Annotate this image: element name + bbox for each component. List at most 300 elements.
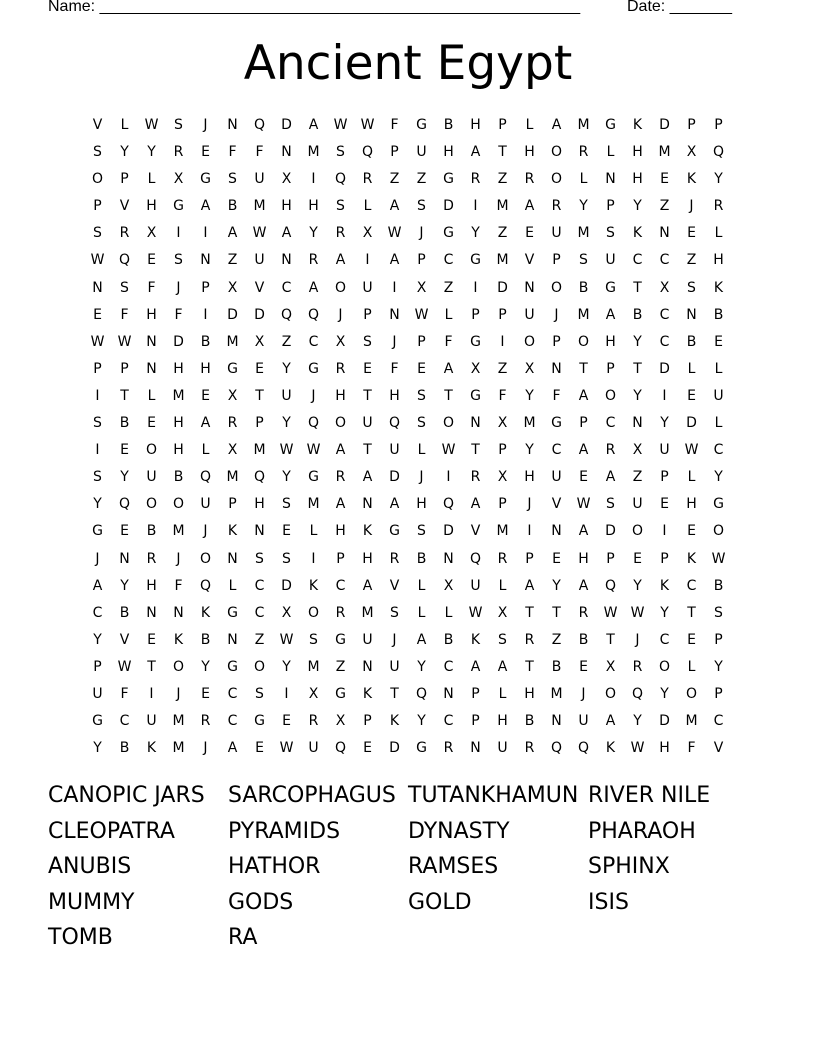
grid-cell[interactable]: U — [281, 387, 292, 404]
grid-cell[interactable]: Y — [147, 144, 156, 161]
grid-cell[interactable]: C — [281, 279, 292, 296]
grid-cell[interactable]: R — [713, 198, 724, 215]
grid-cell[interactable]: I — [203, 306, 208, 323]
grid-cell[interactable]: Q — [253, 469, 266, 486]
grid-cell[interactable]: J — [527, 496, 532, 513]
grid-cell[interactable]: Y — [120, 469, 129, 486]
grid-cell[interactable]: Z — [443, 279, 454, 296]
grid-cell[interactable]: A — [308, 279, 319, 296]
grid-cell[interactable]: H — [146, 306, 157, 323]
grid-cell[interactable]: N — [659, 225, 670, 242]
grid-cell[interactable]: U — [497, 740, 508, 757]
grid-cell[interactable]: S — [309, 631, 318, 648]
grid-cell[interactable]: Y — [579, 198, 588, 215]
grid-cell[interactable]: M — [550, 685, 563, 702]
grid-cell[interactable]: U — [200, 496, 211, 513]
grid-cell[interactable]: Y — [282, 360, 291, 377]
grid-cell[interactable]: G — [227, 360, 238, 377]
grid-cell[interactable]: Y — [417, 658, 426, 675]
grid-cell[interactable]: O — [334, 279, 347, 296]
grid-cell[interactable]: P — [471, 713, 480, 730]
grid-cell[interactable]: D — [659, 117, 670, 133]
grid-cell[interactable]: N — [443, 685, 454, 702]
grid-cell[interactable]: H — [497, 713, 508, 730]
grid-cell[interactable]: N — [551, 523, 562, 540]
grid-cell[interactable]: Y — [93, 631, 102, 648]
grid-cell[interactable]: K — [146, 740, 157, 757]
grid-cell[interactable]: K — [173, 631, 184, 648]
grid-cell[interactable]: G — [92, 523, 103, 540]
grid-cell[interactable]: E — [93, 306, 102, 323]
grid-cell[interactable]: Y — [525, 442, 534, 459]
grid-cell[interactable]: R — [524, 631, 535, 648]
grid-cell[interactable]: K — [470, 631, 481, 648]
grid-cell[interactable]: L — [687, 360, 696, 377]
grid-cell[interactable]: X — [308, 685, 319, 702]
grid-cell[interactable]: F — [147, 279, 156, 296]
grid-cell[interactable]: L — [498, 577, 507, 594]
grid-cell[interactable]: L — [363, 198, 372, 215]
grid-cell[interactable]: K — [713, 279, 724, 296]
grid-cell[interactable]: H — [335, 523, 346, 540]
grid-cell[interactable]: Q — [199, 469, 212, 486]
grid-cell[interactable]: M — [226, 333, 239, 350]
grid-cell[interactable]: J — [203, 740, 208, 757]
grid-cell[interactable]: P — [579, 415, 588, 432]
grid-cell[interactable]: A — [335, 496, 346, 513]
name-field[interactable]: Name: ______________________________________________________ — [48, 0, 581, 15]
grid-cell[interactable]: O — [253, 658, 266, 675]
grid-cell[interactable]: P — [201, 279, 210, 296]
grid-cell[interactable]: B — [119, 604, 130, 621]
grid-cell[interactable]: M — [307, 496, 320, 513]
grid-cell[interactable]: J — [419, 225, 424, 242]
grid-cell[interactable]: D — [227, 306, 238, 323]
grid-cell[interactable]: Z — [416, 171, 427, 188]
grid-cell[interactable]: G — [443, 171, 454, 188]
grid-cell[interactable]: S — [255, 550, 264, 567]
grid-cell[interactable]: Y — [660, 415, 669, 432]
grid-cell[interactable]: K — [605, 740, 616, 757]
grid-cell[interactable]: P — [498, 117, 507, 133]
grid-cell[interactable]: T — [363, 387, 372, 404]
grid-cell[interactable]: R — [443, 740, 454, 757]
grid-cell[interactable]: X — [659, 279, 670, 296]
grid-cell[interactable]: U — [659, 442, 670, 459]
grid-cell[interactable]: T — [147, 658, 156, 675]
grid-cell[interactable]: G — [227, 658, 238, 675]
grid-cell[interactable]: G — [605, 279, 616, 296]
grid-cell[interactable]: S — [606, 496, 615, 513]
grid-cell[interactable]: I — [446, 469, 451, 486]
grid-cell[interactable]: Z — [686, 252, 697, 269]
grid-cell[interactable]: A — [551, 117, 562, 133]
grid-cell[interactable]: S — [282, 550, 291, 567]
grid-cell[interactable]: V — [119, 631, 130, 648]
grid-cell[interactable]: Y — [633, 333, 642, 350]
grid-cell[interactable]: K — [362, 685, 373, 702]
grid-cell[interactable]: U — [416, 144, 427, 161]
grid-cell[interactable]: A — [605, 713, 616, 730]
grid-cell[interactable]: P — [660, 469, 669, 486]
grid-cell[interactable]: G — [200, 171, 211, 188]
grid-cell[interactable]: M — [496, 252, 509, 269]
grid-cell[interactable]: C — [659, 252, 670, 269]
grid-cell[interactable]: A — [605, 469, 616, 486]
grid-cell[interactable]: P — [471, 306, 480, 323]
grid-cell[interactable]: W — [387, 225, 402, 242]
grid-cell[interactable]: H — [281, 198, 292, 215]
grid-cell[interactable]: H — [308, 198, 319, 215]
grid-cell[interactable]: T — [498, 144, 507, 161]
grid-cell[interactable]: S — [282, 496, 291, 513]
grid-cell[interactable]: S — [417, 387, 426, 404]
grid-cell[interactable]: L — [309, 523, 318, 540]
grid-cell[interactable]: H — [524, 469, 535, 486]
grid-cell[interactable]: Y — [282, 658, 291, 675]
grid-cell[interactable]: T — [633, 360, 642, 377]
grid-cell[interactable]: H — [524, 144, 535, 161]
grid-cell[interactable]: T — [633, 279, 642, 296]
grid-cell[interactable]: B — [146, 523, 157, 540]
grid-cell[interactable]: B — [551, 658, 562, 675]
grid-cell[interactable]: X — [686, 144, 697, 161]
grid-cell[interactable]: K — [308, 577, 319, 594]
grid-cell[interactable]: H — [254, 496, 265, 513]
grid-cell[interactable]: O — [172, 658, 185, 675]
grid-cell[interactable]: H — [713, 252, 724, 269]
grid-cell[interactable]: S — [93, 469, 102, 486]
grid-cell[interactable]: H — [173, 442, 184, 459]
grid-cell[interactable]: C — [551, 442, 562, 459]
grid-cell[interactable]: W — [576, 496, 591, 513]
grid-cell[interactable]: Q — [334, 171, 347, 188]
grid-cell[interactable]: A — [578, 442, 589, 459]
grid-cell[interactable]: B — [200, 333, 211, 350]
grid-cell[interactable]: Y — [282, 415, 291, 432]
grid-cell[interactable]: S — [390, 604, 399, 621]
grid-cell[interactable]: C — [659, 631, 670, 648]
grid-cell[interactable]: D — [443, 198, 454, 215]
grid-cell[interactable]: P — [498, 306, 507, 323]
grid-cell[interactable]: G — [470, 252, 481, 269]
grid-cell[interactable]: Z — [632, 469, 643, 486]
grid-cell[interactable]: T — [255, 387, 264, 404]
grid-cell[interactable]: Y — [660, 604, 669, 621]
grid-cell[interactable]: B — [119, 740, 130, 757]
grid-cell[interactable]: D — [281, 577, 292, 594]
grid-cell[interactable]: L — [417, 604, 426, 621]
grid-cell[interactable]: R — [308, 713, 319, 730]
grid-cell[interactable]: R — [389, 550, 400, 567]
grid-cell[interactable]: I — [176, 225, 181, 242]
grid-cell[interactable]: J — [392, 333, 397, 350]
grid-cell[interactable]: S — [336, 144, 345, 161]
grid-cell[interactable]: E — [201, 144, 210, 161]
grid-cell[interactable]: N — [227, 117, 238, 133]
grid-cell[interactable]: F — [390, 360, 399, 377]
grid-cell[interactable]: Y — [471, 225, 480, 242]
grid-cell[interactable]: F — [120, 306, 129, 323]
grid-cell[interactable]: R — [335, 604, 346, 621]
grid-cell[interactable]: Y — [93, 740, 102, 757]
grid-cell[interactable]: X — [632, 442, 643, 459]
grid-cell[interactable]: I — [284, 685, 289, 702]
grid-cell[interactable]: X — [254, 333, 265, 350]
grid-cell[interactable]: R — [578, 604, 589, 621]
grid-cell[interactable]: Q — [280, 306, 293, 323]
grid-cell[interactable]: L — [525, 117, 534, 133]
grid-cell[interactable]: E — [687, 387, 696, 404]
grid-cell[interactable]: P — [606, 198, 615, 215]
grid-cell[interactable]: E — [579, 658, 588, 675]
grid-cell[interactable]: L — [228, 577, 237, 594]
grid-cell[interactable]: Q — [334, 740, 347, 757]
grid-cell[interactable]: P — [498, 442, 507, 459]
grid-cell[interactable]: G — [416, 117, 427, 133]
grid-cell[interactable]: B — [524, 713, 535, 730]
grid-cell[interactable]: S — [228, 171, 237, 188]
grid-cell[interactable]: I — [95, 387, 100, 404]
grid-cell[interactable]: S — [687, 279, 696, 296]
grid-cell[interactable]: U — [362, 415, 373, 432]
grid-cell[interactable]: J — [392, 631, 397, 648]
grid-cell[interactable]: N — [227, 550, 238, 567]
grid-cell[interactable]: L — [714, 360, 723, 377]
grid-cell[interactable]: E — [363, 360, 372, 377]
grid-cell[interactable]: Q — [199, 577, 212, 594]
grid-cell[interactable]: L — [444, 604, 453, 621]
grid-cell[interactable]: R — [470, 171, 481, 188]
grid-cell[interactable]: Q — [388, 415, 401, 432]
grid-cell[interactable]: A — [497, 658, 508, 675]
grid-cell[interactable]: W — [117, 658, 132, 675]
grid-cell[interactable]: A — [524, 198, 535, 215]
grid-cell[interactable]: H — [173, 415, 184, 432]
grid-cell[interactable]: Y — [417, 713, 426, 730]
grid-cell[interactable]: S — [336, 198, 345, 215]
grid-cell[interactable]: R — [173, 144, 184, 161]
grid-cell[interactable]: Q — [577, 740, 590, 757]
grid-cell[interactable]: E — [660, 171, 669, 188]
grid-cell[interactable]: S — [174, 117, 183, 133]
grid-cell[interactable]: K — [632, 225, 643, 242]
grid-cell[interactable]: F — [174, 577, 183, 594]
grid-cell[interactable]: M — [577, 306, 590, 323]
grid-cell[interactable]: E — [201, 387, 210, 404]
grid-cell[interactable]: J — [689, 198, 694, 215]
grid-cell[interactable]: E — [417, 360, 426, 377]
grid-cell[interactable]: A — [335, 252, 346, 269]
grid-cell[interactable]: H — [146, 198, 157, 215]
grid-cell[interactable]: L — [201, 442, 210, 459]
grid-cell[interactable]: C — [443, 713, 454, 730]
grid-cell[interactable]: D — [605, 523, 616, 540]
grid-cell[interactable]: P — [552, 252, 561, 269]
grid-cell[interactable]: A — [578, 523, 589, 540]
grid-cell[interactable]: C — [443, 252, 454, 269]
grid-cell[interactable]: C — [227, 713, 238, 730]
grid-cell[interactable]: J — [311, 387, 316, 404]
grid-cell[interactable]: L — [687, 469, 696, 486]
grid-cell[interactable]: C — [605, 415, 616, 432]
grid-cell[interactable]: H — [335, 387, 346, 404]
grid-cell[interactable]: Y — [282, 469, 291, 486]
grid-cell[interactable]: I — [365, 252, 370, 269]
grid-cell[interactable]: Y — [525, 387, 534, 404]
grid-cell[interactable]: O — [685, 685, 698, 702]
grid-cell[interactable]: X — [173, 171, 184, 188]
grid-cell[interactable]: C — [119, 713, 130, 730]
grid-cell[interactable]: W — [279, 442, 294, 459]
grid-cell[interactable]: O — [145, 442, 158, 459]
grid-cell[interactable]: L — [498, 685, 507, 702]
grid-cell[interactable]: U — [146, 469, 157, 486]
grid-cell[interactable]: H — [146, 577, 157, 594]
grid-cell[interactable]: L — [714, 225, 723, 242]
grid-cell[interactable]: P — [687, 117, 696, 133]
grid-cell[interactable]: X — [227, 442, 238, 459]
grid-cell[interactable]: S — [363, 333, 372, 350]
grid-cell[interactable]: E — [255, 360, 264, 377]
grid-cell[interactable]: E — [147, 252, 156, 269]
grid-cell[interactable]: T — [552, 604, 561, 621]
grid-cell[interactable]: V — [92, 117, 103, 133]
grid-cell[interactable]: W — [117, 333, 132, 350]
grid-cell[interactable]: G — [173, 198, 184, 215]
grid-cell[interactable]: P — [498, 496, 507, 513]
grid-cell[interactable]: E — [147, 631, 156, 648]
grid-cell[interactable]: C — [713, 442, 724, 459]
grid-cell[interactable]: A — [470, 658, 481, 675]
grid-cell[interactable]: G — [308, 360, 319, 377]
grid-cell[interactable]: S — [120, 279, 129, 296]
grid-cell[interactable]: H — [470, 117, 481, 133]
grid-cell[interactable]: X — [281, 604, 292, 621]
grid-cell[interactable]: V — [551, 496, 562, 513]
grid-cell[interactable]: A — [416, 631, 427, 648]
grid-cell[interactable]: C — [335, 577, 346, 594]
grid-cell[interactable]: R — [200, 713, 211, 730]
grid-cell[interactable]: W — [414, 306, 429, 323]
grid-cell[interactable]: N — [632, 415, 643, 432]
grid-cell[interactable]: Q — [253, 117, 266, 133]
grid-cell[interactable]: L — [147, 387, 156, 404]
grid-cell[interactable]: N — [605, 171, 616, 188]
grid-cell[interactable]: Y — [660, 685, 669, 702]
grid-cell[interactable]: E — [714, 333, 723, 350]
grid-cell[interactable]: E — [120, 442, 129, 459]
grid-cell[interactable]: O — [307, 604, 320, 621]
grid-cell[interactable]: A — [335, 442, 346, 459]
grid-cell[interactable]: N — [281, 144, 292, 161]
grid-cell[interactable]: P — [93, 198, 102, 215]
grid-cell[interactable]: I — [95, 442, 100, 459]
grid-cell[interactable]: A — [524, 577, 535, 594]
grid-cell[interactable]: W — [252, 225, 267, 242]
grid-cell[interactable]: C — [713, 713, 724, 730]
grid-cell[interactable]: C — [254, 604, 265, 621]
grid-cell[interactable]: X — [497, 604, 508, 621]
grid-cell[interactable]: F — [174, 306, 183, 323]
grid-cell[interactable]: F — [687, 740, 696, 757]
grid-cell[interactable]: U — [713, 387, 724, 404]
grid-cell[interactable]: M — [307, 658, 320, 675]
grid-cell[interactable]: N — [146, 604, 157, 621]
grid-cell[interactable]: D — [254, 306, 265, 323]
grid-cell[interactable]: M — [172, 740, 185, 757]
grid-cell[interactable]: J — [176, 550, 181, 567]
grid-cell[interactable]: C — [659, 333, 670, 350]
grid-cell[interactable]: Y — [633, 198, 642, 215]
grid-cell[interactable]: Y — [714, 658, 723, 675]
grid-cell[interactable]: O — [172, 496, 185, 513]
grid-cell[interactable]: Y — [633, 713, 642, 730]
grid-cell[interactable]: H — [659, 740, 670, 757]
grid-cell[interactable]: Y — [633, 577, 642, 594]
grid-cell[interactable]: J — [203, 117, 208, 133]
grid-cell[interactable]: G — [443, 225, 454, 242]
grid-cell[interactable]: E — [282, 523, 291, 540]
grid-cell[interactable]: N — [146, 360, 157, 377]
grid-cell[interactable]: D — [443, 523, 454, 540]
grid-cell[interactable]: P — [714, 685, 723, 702]
grid-cell[interactable]: U — [389, 442, 400, 459]
grid-cell[interactable]: A — [470, 144, 481, 161]
grid-cell[interactable]: K — [362, 523, 373, 540]
grid-cell[interactable]: V — [389, 577, 400, 594]
grid-cell[interactable]: W — [90, 333, 105, 350]
grid-cell[interactable]: W — [90, 252, 105, 269]
grid-cell[interactable]: H — [632, 144, 643, 161]
grid-cell[interactable]: Z — [497, 171, 508, 188]
grid-cell[interactable]: L — [687, 658, 696, 675]
grid-cell[interactable]: W — [468, 604, 483, 621]
grid-cell[interactable]: A — [92, 577, 103, 594]
grid-cell[interactable]: T — [606, 631, 615, 648]
grid-cell[interactable]: O — [658, 658, 671, 675]
grid-cell[interactable]: Q — [118, 496, 131, 513]
grid-cell[interactable]: A — [443, 360, 454, 377]
grid-cell[interactable]: A — [200, 415, 211, 432]
grid-cell[interactable]: Y — [552, 577, 561, 594]
grid-cell[interactable]: B — [173, 469, 184, 486]
grid-cell[interactable]: Z — [335, 658, 346, 675]
grid-cell[interactable]: V — [713, 740, 724, 757]
grid-cell[interactable]: D — [389, 469, 400, 486]
grid-cell[interactable]: D — [497, 279, 508, 296]
grid-cell[interactable]: J — [176, 685, 181, 702]
grid-cell[interactable]: X — [470, 360, 481, 377]
grid-cell[interactable]: O — [334, 415, 347, 432]
grid-cell[interactable]: O — [712, 523, 725, 540]
grid-cell[interactable]: G — [335, 631, 346, 648]
grid-cell[interactable]: A — [389, 496, 400, 513]
grid-cell[interactable]: K — [200, 604, 211, 621]
grid-cell[interactable]: A — [308, 117, 319, 133]
grid-cell[interactable]: W — [279, 631, 294, 648]
grid-cell[interactable]: I — [311, 171, 316, 188]
grid-cell[interactable]: S — [174, 252, 183, 269]
grid-cell[interactable]: U — [632, 496, 643, 513]
grid-cell[interactable]: U — [308, 740, 319, 757]
grid-cell[interactable]: X — [335, 713, 346, 730]
grid-cell[interactable]: W — [360, 117, 375, 133]
grid-cell[interactable]: O — [604, 387, 617, 404]
grid-cell[interactable]: G — [227, 604, 238, 621]
grid-cell[interactable]: V — [119, 198, 130, 215]
grid-cell[interactable]: H — [578, 550, 589, 567]
